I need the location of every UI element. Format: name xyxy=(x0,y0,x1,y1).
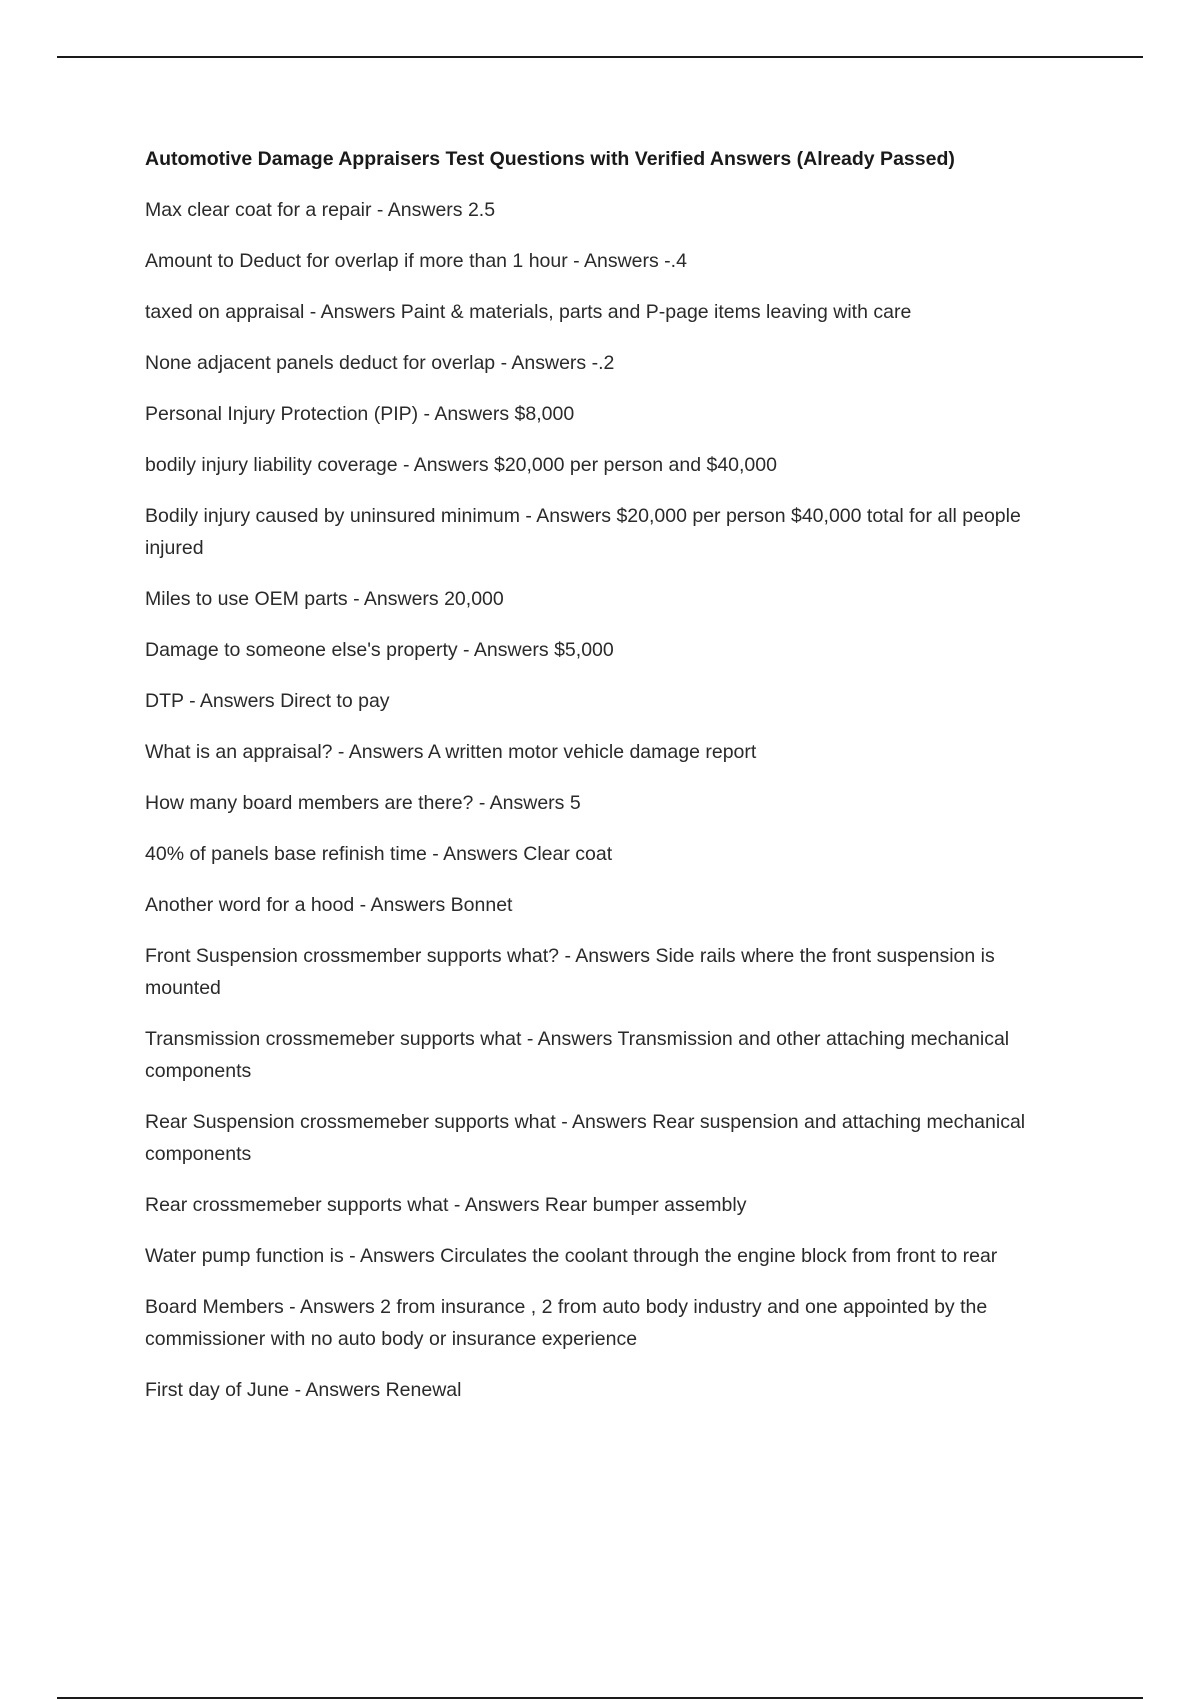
qa-item: Max clear coat for a repair - Answers 2.5 xyxy=(145,199,496,221)
footer-rule xyxy=(57,1697,1143,1699)
qa-item: DTP - Answers Direct to pay xyxy=(145,690,390,712)
qa-item: First day of June - Answers Renewal xyxy=(145,1379,462,1401)
qa-item: Rear crossmemeber supports what - Answers Rear bumper assembly xyxy=(145,1194,747,1216)
qa-item: Another word for a hood - Answers Bonnet xyxy=(145,894,513,916)
qa-item: Rear Suspension crossmemeber supports what - Answers Rear suspension and attaching mechanical components xyxy=(145,1111,1026,1165)
qa-item: Miles to use OEM parts - Answers 20,000 xyxy=(145,588,504,610)
qa-item: How many board members are there? - Answers 5 xyxy=(145,792,581,814)
qa-item: Bodily injury caused by uninsured minimum - Answers $20,000 per person $40,000 total for all people injured xyxy=(145,505,1021,559)
qa-item: What is an appraisal? - Answers A written motor vehicle damage report xyxy=(145,741,757,763)
qa-item: Amount to Deduct for overlap if more than 1 hour - Answers -.4 xyxy=(145,250,687,272)
document-title: Automotive Damage Appraisers Test Questions with Verified Answers (Already Passed) xyxy=(145,148,955,170)
qa-item: Board Members - Answers 2 from insurance , 2 from auto body industry and one appointed by the commissioner with no auto body or insurance experience xyxy=(145,1296,988,1350)
qa-item: Transmission crossmemeber supports what - Answers Transmission and other attaching mechanical components xyxy=(145,1028,1010,1082)
qa-item: Front Suspension crossmember supports what? - Answers Side rails where the front suspension is mounted xyxy=(145,945,995,999)
qa-item: taxed on appraisal - Answers Paint & materials, parts and P-page items leaving with care xyxy=(145,301,912,323)
qa-item: 40% of panels base refinish time - Answers Clear coat xyxy=(145,843,613,865)
header-rule xyxy=(57,56,1143,58)
qa-item: Personal Injury Protection (PIP) - Answers $8,000 xyxy=(145,403,575,425)
qa-item: bodily injury liability coverage - Answers $20,000 per person and $40,000 xyxy=(145,454,777,476)
document-body xyxy=(145,143,1075,1425)
qa-item: None adjacent panels deduct for overlap - Answers -.2 xyxy=(145,352,615,374)
qa-item: Water pump function is - Answers Circulates the coolant through the engine block from front to rear xyxy=(145,1245,998,1267)
qa-item: Damage to someone else's property - Answers $5,000 xyxy=(145,639,614,661)
